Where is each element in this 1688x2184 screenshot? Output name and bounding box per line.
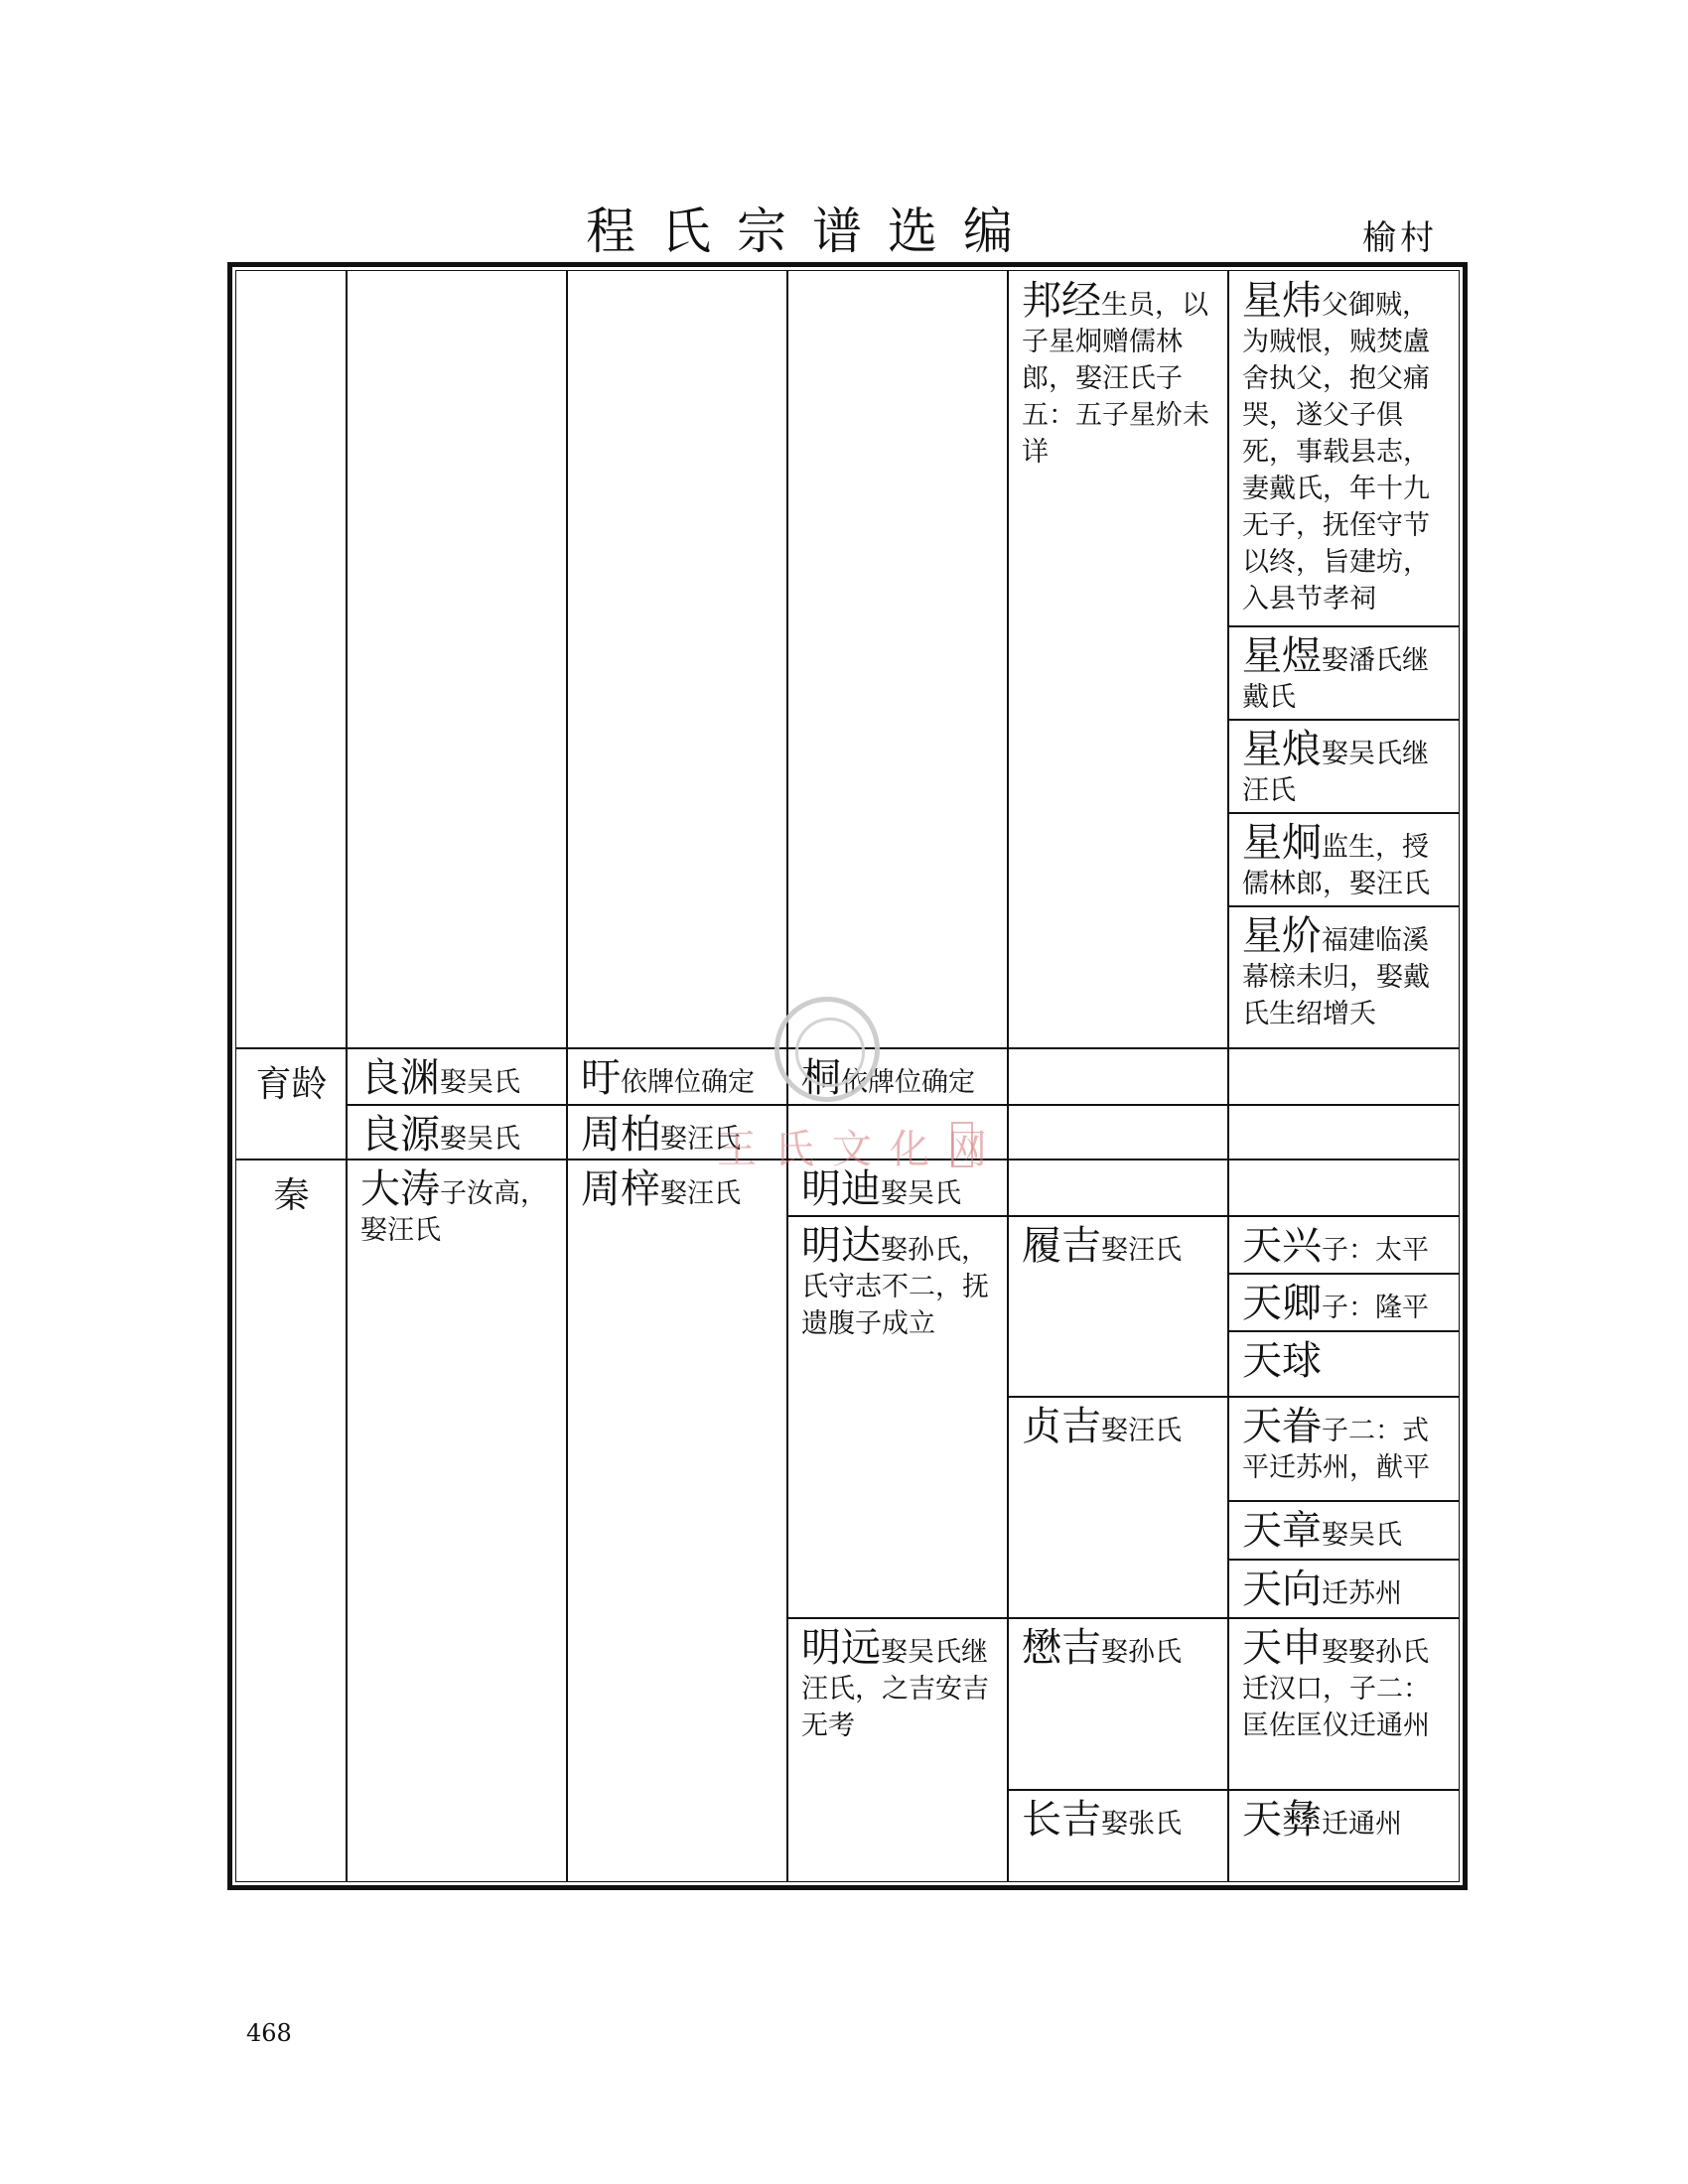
person-name: 周柏 xyxy=(581,1112,660,1158)
table-cell xyxy=(1227,1047,1460,1106)
person-name: 天球 xyxy=(1242,1338,1322,1384)
person-note: 子：太平 xyxy=(1322,1235,1429,1266)
person-name: 天向 xyxy=(1242,1567,1322,1612)
person-name: 明达 xyxy=(801,1223,881,1269)
table-cell xyxy=(1007,1159,1229,1217)
person-note: 娶吴氏 xyxy=(440,1067,520,1098)
person-note: 娶潘氏继戴氏 xyxy=(1242,645,1429,713)
person-note: 娶孙氏 xyxy=(1101,1637,1182,1668)
person-name: 星炌 xyxy=(1242,913,1322,959)
person-name: 天章 xyxy=(1242,1508,1322,1554)
page-title: 程氏宗谱选编 xyxy=(586,203,1039,260)
person-name: 星煜 xyxy=(1242,633,1322,679)
entry-tianjuan xyxy=(1227,1396,1460,1502)
page-number: 468 xyxy=(246,2019,292,2047)
person-name: 良源 xyxy=(360,1112,440,1158)
person-name: 长吉 xyxy=(1022,1797,1101,1843)
person-note: 子：隆平 xyxy=(1322,1293,1429,1323)
table-cell xyxy=(1007,1047,1229,1106)
person-note: 娶汪氏 xyxy=(1101,1235,1182,1266)
person-note: 娶汪氏 xyxy=(660,1178,741,1209)
person-note: 迁通州 xyxy=(1322,1809,1402,1840)
person-note: 娶孙氏，氏守志不二，抚遗腹子成立 xyxy=(801,1235,989,1339)
entry-tianxiang xyxy=(1227,1559,1460,1619)
village-name: 榆村 xyxy=(1362,218,1438,258)
person-note: 监生，授儒林郎，娶汪氏 xyxy=(1242,832,1430,899)
table-cell xyxy=(1227,1104,1460,1160)
person-name: 星炯 xyxy=(1242,820,1322,866)
person-note: 娶汪氏 xyxy=(660,1124,741,1155)
table-cell xyxy=(1227,1159,1460,1217)
person-name: 星烺 xyxy=(1242,727,1322,772)
entry-mingyuan xyxy=(786,1617,1009,1882)
generation-label: 育龄 xyxy=(235,1047,348,1160)
table-cell xyxy=(566,270,788,1049)
person-note: 子汝高，娶汪氏 xyxy=(360,1178,547,1246)
person-note: 父御贼，为贼恨，贼焚盧舍执父，抱父痛哭，遂父子俱死，事载县志，妻戴氏，年十九无子，抚侄守节以终，旨建坊，入县节孝祠 xyxy=(1242,290,1430,614)
person-name: 天眷 xyxy=(1242,1404,1322,1449)
entry-bangjing xyxy=(1007,270,1229,1049)
person-note: 娶汪氏 xyxy=(1101,1416,1182,1446)
watermark-text: 王氏文化网 xyxy=(717,1127,1005,1172)
person-note: 子二：式平迁苏州，猷平 xyxy=(1242,1416,1430,1483)
person-name: 桐 xyxy=(801,1055,841,1101)
person-name: 大涛 xyxy=(360,1166,440,1212)
entry-xingyu xyxy=(1227,625,1460,721)
person-name: 星炜 xyxy=(1242,278,1322,324)
person-note: 娶吴氏 xyxy=(881,1178,961,1209)
entry-xu xyxy=(566,1047,788,1106)
entry-mingda xyxy=(786,1215,1009,1619)
person-note: 依牌位确定 xyxy=(621,1067,755,1098)
person-name: 邦经 xyxy=(1022,278,1101,324)
person-name: 良渊 xyxy=(360,1055,440,1101)
entry-changji xyxy=(1007,1789,1229,1882)
entry-tianqing xyxy=(1227,1273,1460,1332)
entry-tianyi xyxy=(1227,1789,1460,1882)
entry-liangyuan-2 xyxy=(346,1104,568,1160)
table-cell xyxy=(786,270,1009,1049)
person-note: 娶吴氏继汪氏，之吉安吉无考 xyxy=(801,1637,989,1741)
person-name: 懋吉 xyxy=(1022,1625,1101,1671)
entry-liangyuan-1 xyxy=(346,1047,568,1106)
entry-zhouzi xyxy=(566,1159,788,1882)
entry-xingjie xyxy=(1227,905,1460,1049)
person-note: 依牌位确定 xyxy=(841,1067,975,1098)
entry-xingjiong xyxy=(1227,812,1460,907)
person-note: 娶张氏 xyxy=(1101,1809,1182,1840)
seal-emblem xyxy=(774,997,880,1102)
person-name: 天彝 xyxy=(1242,1797,1322,1843)
person-name: 周梓 xyxy=(581,1166,660,1212)
entry-lvji xyxy=(1007,1215,1229,1398)
table-cell xyxy=(1007,1104,1229,1160)
entry-tianzhang xyxy=(1227,1500,1460,1561)
entry-zhenji xyxy=(1007,1396,1229,1619)
person-note: 福建临溪幕榇未归，娶戴氏生绍增夭 xyxy=(1242,925,1430,1029)
entry-xinglang xyxy=(1227,719,1460,814)
person-name: 明远 xyxy=(801,1625,881,1671)
entry-tianxing xyxy=(1227,1215,1460,1275)
person-name: 履吉 xyxy=(1022,1223,1101,1269)
person-note: 迁苏州 xyxy=(1322,1578,1402,1609)
entry-tianshen xyxy=(1227,1617,1460,1791)
person-name: 天卿 xyxy=(1242,1281,1322,1326)
stamp-mark xyxy=(951,1122,973,1167)
person-name: 天申 xyxy=(1242,1625,1322,1671)
generation-label: 秦 xyxy=(235,1159,348,1882)
person-note: 娶娶孙氏迁汉口，子二：匡佐匡仪迁通州 xyxy=(1242,1637,1430,1741)
entry-xingwei xyxy=(1227,270,1460,627)
person-note: 娶吴氏继汪氏 xyxy=(1242,739,1429,806)
entry-dataou xyxy=(346,1159,568,1882)
entry-tianqiu xyxy=(1227,1330,1460,1398)
generation-cell xyxy=(235,270,348,1049)
table-cell xyxy=(346,270,568,1049)
person-name: 天兴 xyxy=(1242,1223,1322,1269)
entry-maoji xyxy=(1007,1617,1229,1791)
person-note: 生员，以子星炯赠儒林郎，娶汪氏子五：五子星炌未详 xyxy=(1022,290,1209,468)
person-note: 娶吴氏 xyxy=(1322,1520,1402,1551)
person-note: 娶吴氏 xyxy=(440,1124,520,1155)
person-name: 明迪 xyxy=(801,1166,881,1212)
person-name: 旴 xyxy=(581,1055,621,1101)
person-name: 贞吉 xyxy=(1022,1404,1101,1449)
